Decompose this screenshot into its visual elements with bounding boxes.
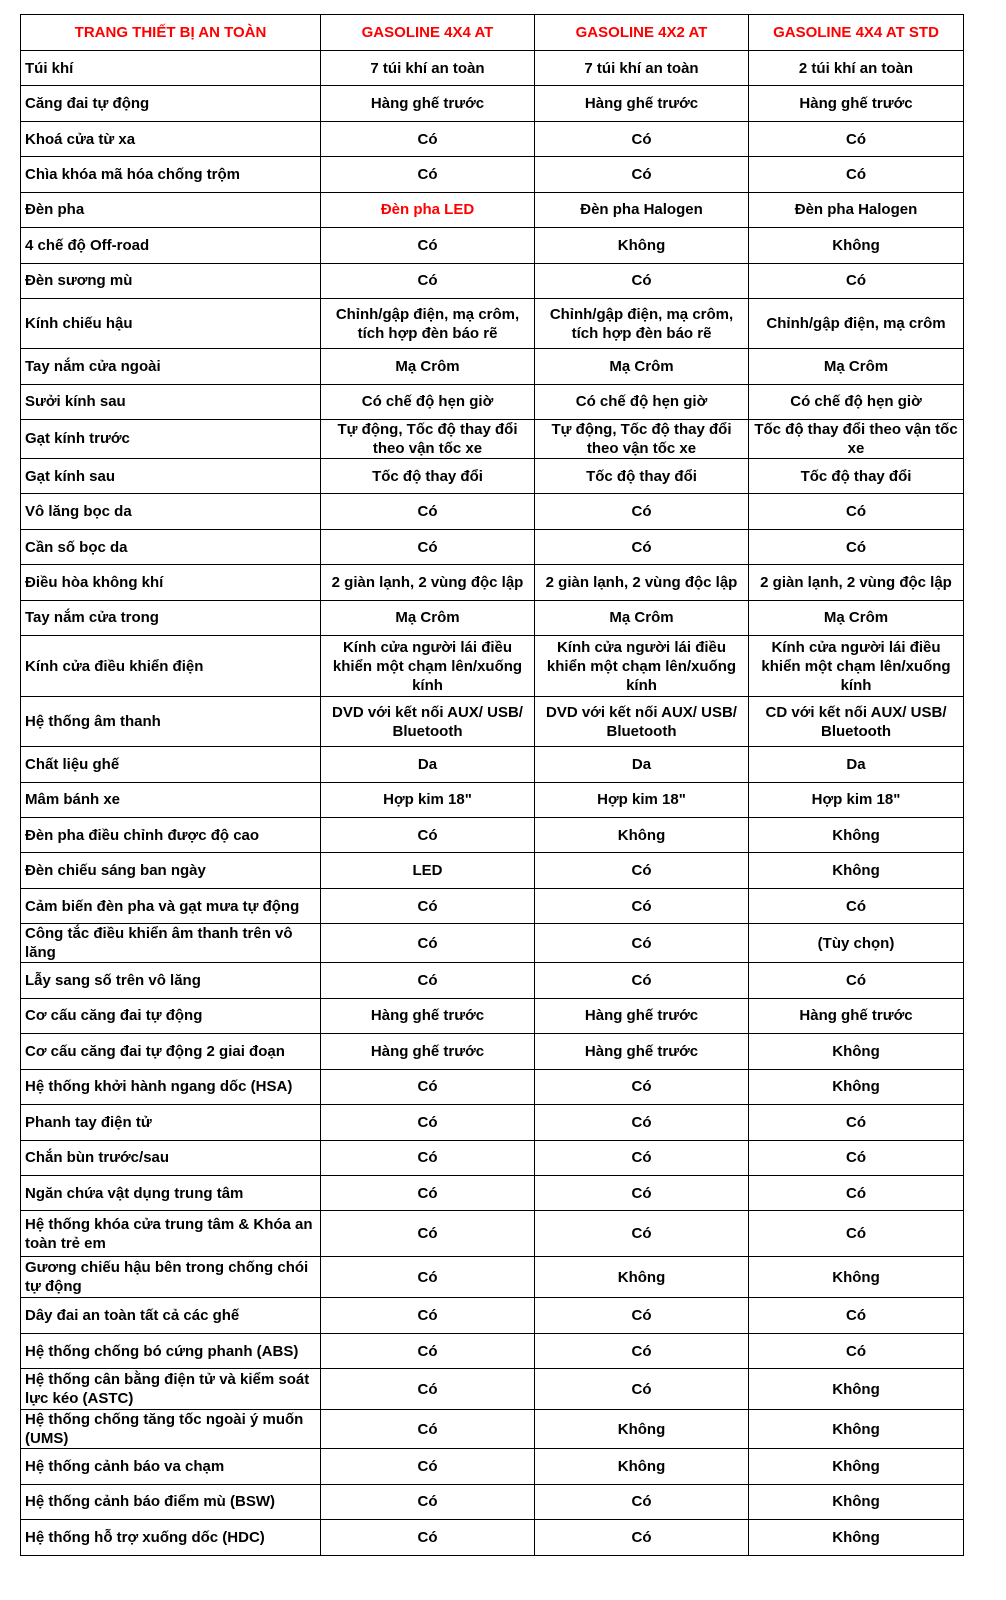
value-gasoline-4x4-at: Tự động, Tốc độ thay đổi theo vận tốc xe (321, 419, 535, 458)
feature-label: 4 chế độ Off-road (21, 228, 321, 263)
value-gasoline-4x4-at: Có (321, 157, 535, 192)
feature-label: Sưởi kính sau (21, 384, 321, 419)
value-gasoline-4x4-at: Có (321, 121, 535, 156)
value-gasoline-4x4-at-std: Kính cửa người lái điều khiển một chạm lên/xuống kính (749, 636, 964, 697)
table-row (21, 1105, 964, 1140)
table-row (21, 299, 964, 349)
value-gasoline-4x2-at: Có (535, 494, 749, 529)
value-gasoline-4x4-at: Hợp kim 18" (321, 782, 535, 817)
value-gasoline-4x4-at: Có (321, 1333, 535, 1368)
value-gasoline-4x4-at-std: Có (749, 1298, 964, 1333)
table-row (21, 1069, 964, 1104)
feature-label: Đèn pha (21, 192, 321, 227)
value-gasoline-4x2-at: Mạ Crôm (535, 349, 749, 384)
feature-label: Hệ thống cảnh báo điểm mù (BSW) (21, 1484, 321, 1519)
value-gasoline-4x4-at-std: Tốc độ thay đổi theo vận tốc xe (749, 419, 964, 458)
value-gasoline-4x4-at-std: Có (749, 494, 964, 529)
feature-label: Hệ thống khóa cửa trung tâm & Khóa an toàn trẻ em (21, 1211, 321, 1257)
feature-label: Tay nắm cửa trong (21, 600, 321, 635)
value-gasoline-4x4-at: Có (321, 1410, 535, 1449)
value-gasoline-4x4-at: Có (321, 1449, 535, 1484)
value-gasoline-4x4-at-std: Da (749, 747, 964, 782)
value-gasoline-4x2-at: Có (535, 1140, 749, 1175)
table-body (21, 51, 964, 1556)
table-row (21, 1520, 964, 1555)
value-gasoline-4x4-at-std: Không (749, 818, 964, 853)
value-gasoline-4x2-at: Có (535, 529, 749, 564)
table-row (21, 565, 964, 600)
feature-label: Vô lăng bọc da (21, 494, 321, 529)
value-gasoline-4x4-at-std: Có (749, 1140, 964, 1175)
value-gasoline-4x2-at: Có (535, 963, 749, 998)
value-gasoline-4x4-at-std: Có (749, 1333, 964, 1368)
feature-label: Chắn bùn trước/sau (21, 1140, 321, 1175)
table-row (21, 1449, 964, 1484)
table-row (21, 888, 964, 923)
table-row (21, 458, 964, 493)
table-row (21, 1175, 964, 1210)
value-gasoline-4x4-at: Có (321, 963, 535, 998)
value-gasoline-4x4-at-std: CD với kết nối AUX/ USB/ Bluetooth (749, 697, 964, 747)
feature-label: Hệ thống âm thanh (21, 697, 321, 747)
value-gasoline-4x2-at: Không (535, 818, 749, 853)
table-row (21, 384, 964, 419)
value-gasoline-4x4-at: Da (321, 747, 535, 782)
feature-label: Hệ thống cân bằng điện tử và kiểm soát lực kéo (ASTC) (21, 1369, 321, 1410)
table-row (21, 1034, 964, 1069)
value-gasoline-4x2-at: Có (535, 1175, 749, 1210)
value-gasoline-4x4-at-std: Có (749, 1175, 964, 1210)
feature-label: Gạt kính trước (21, 419, 321, 458)
table-row (21, 1333, 964, 1368)
value-gasoline-4x4-at: Kính cửa người lái điều khiển một chạm lên/xuống kính (321, 636, 535, 697)
value-gasoline-4x4-at-std: Có (749, 963, 964, 998)
value-gasoline-4x4-at: Có (321, 888, 535, 923)
value-gasoline-4x2-at: Có (535, 924, 749, 963)
value-gasoline-4x4-at-std: Không (749, 1034, 964, 1069)
value-gasoline-4x2-at: Tự động, Tốc độ thay đổi theo vận tốc xe (535, 419, 749, 458)
value-gasoline-4x2-at: Có (535, 1484, 749, 1519)
value-gasoline-4x4-at: Có (321, 263, 535, 298)
feature-label: Gương chiếu hậu bên trong chống chói tự động (21, 1257, 321, 1298)
feature-label: Cảm biến đèn pha và gạt mưa tự động (21, 888, 321, 923)
value-gasoline-4x4-at: Chỉnh/gập điện, mạ crôm, tích hợp đèn báo rẽ (321, 299, 535, 349)
table-row (21, 998, 964, 1033)
value-gasoline-4x4-at-std: Không (749, 1449, 964, 1484)
value-gasoline-4x4-at-std: Đèn pha Halogen (749, 192, 964, 227)
value-gasoline-4x2-at: Có (535, 1069, 749, 1104)
feature-label: Hệ thống cảnh báo va chạm (21, 1449, 321, 1484)
value-gasoline-4x2-at: Không (535, 228, 749, 263)
table-row (21, 1369, 964, 1410)
value-gasoline-4x4-at: Có (321, 1069, 535, 1104)
table-row (21, 747, 964, 782)
value-gasoline-4x4-at-std: Không (749, 1369, 964, 1410)
value-gasoline-4x4-at-std: Không (749, 853, 964, 888)
value-gasoline-4x4-at: Có (321, 529, 535, 564)
value-gasoline-4x4-at: 2 giàn lạnh, 2 vùng độc lập (321, 565, 535, 600)
value-gasoline-4x2-at: Có (535, 263, 749, 298)
table-row (21, 349, 964, 384)
value-gasoline-4x4-at-std: 2 giàn lạnh, 2 vùng độc lập (749, 565, 964, 600)
value-gasoline-4x4-at: Hàng ghế trước (321, 998, 535, 1033)
value-gasoline-4x4-at-std: 2 túi khí an toàn (749, 51, 964, 86)
value-gasoline-4x2-at: Hợp kim 18" (535, 782, 749, 817)
table-row (21, 636, 964, 697)
value-gasoline-4x4-at: Có (321, 818, 535, 853)
value-gasoline-4x4-at: Có (321, 1175, 535, 1210)
value-gasoline-4x2-at: Có (535, 888, 749, 923)
table-row (21, 157, 964, 192)
feature-label: Hệ thống khởi hành ngang dốc (HSA) (21, 1069, 321, 1104)
feature-label: Điều hòa không khí (21, 565, 321, 600)
value-gasoline-4x4-at-std: Không (749, 1069, 964, 1104)
value-gasoline-4x2-at: Có (535, 853, 749, 888)
value-gasoline-4x4-at-std: Không (749, 1520, 964, 1555)
value-gasoline-4x4-at-std: Không (749, 1410, 964, 1449)
value-gasoline-4x2-at: Không (535, 1257, 749, 1298)
column-header-gasoline-4x4-at-std: GASOLINE 4X4 AT STD (749, 15, 964, 51)
value-gasoline-4x4-at-std: Có (749, 1105, 964, 1140)
table-row (21, 263, 964, 298)
value-gasoline-4x4-at: 7 túi khí an toàn (321, 51, 535, 86)
value-gasoline-4x4-at-std: Mạ Crôm (749, 600, 964, 635)
table-header (21, 15, 964, 51)
feature-label: Khoá cửa từ xa (21, 121, 321, 156)
value-gasoline-4x4-at-std: (Tùy chọn) (749, 924, 964, 963)
value-gasoline-4x2-at: Không (535, 1449, 749, 1484)
value-gasoline-4x2-at: Có (535, 1298, 749, 1333)
value-gasoline-4x2-at: Đèn pha Halogen (535, 192, 749, 227)
value-gasoline-4x4-at: Hàng ghế trước (321, 1034, 535, 1069)
feature-label: Công tắc điều khiển âm thanh trên vô lăng (21, 924, 321, 963)
feature-label: Đèn pha điều chỉnh được độ cao (21, 818, 321, 853)
feature-label: Lẫy sang số trên vô lăng (21, 963, 321, 998)
feature-label: Hệ thống chống tăng tốc ngoài ý muốn (UMS) (21, 1410, 321, 1449)
column-header-gasoline-4x2-at: GASOLINE 4X2 AT (535, 15, 749, 51)
value-gasoline-4x2-at: Mạ Crôm (535, 600, 749, 635)
value-gasoline-4x4-at-std: Hàng ghế trước (749, 998, 964, 1033)
value-gasoline-4x2-at: Có (535, 1369, 749, 1410)
feature-label: Tay nắm cửa ngoài (21, 349, 321, 384)
table-row (21, 529, 964, 564)
value-gasoline-4x4-at: Có (321, 1140, 535, 1175)
value-gasoline-4x2-at: Có (535, 1211, 749, 1257)
value-gasoline-4x4-at: Có (321, 1257, 535, 1298)
value-gasoline-4x2-at: Kính cửa người lái điều khiển một chạm lên/xuống kính (535, 636, 749, 697)
table-row (21, 1140, 964, 1175)
table-row (21, 121, 964, 156)
value-gasoline-4x4-at: Đèn pha LED (321, 192, 535, 227)
table-row (21, 1211, 964, 1257)
value-gasoline-4x4-at: Có (321, 228, 535, 263)
feature-label: Hệ thống hỗ trợ xuống dốc (HDC) (21, 1520, 321, 1555)
value-gasoline-4x4-at: Có (321, 1369, 535, 1410)
feature-label: Cơ cấu căng đai tự động (21, 998, 321, 1033)
value-gasoline-4x2-at: Có (535, 1520, 749, 1555)
column-header-feature: TRANG THIẾT BỊ AN TOÀN (21, 15, 321, 51)
table-row (21, 419, 964, 458)
value-gasoline-4x4-at: Hàng ghế trước (321, 86, 535, 121)
value-gasoline-4x4-at-std: Không (749, 1484, 964, 1519)
feature-label: Căng đai tự động (21, 86, 321, 121)
value-gasoline-4x4-at-std: Có chế độ hẹn giờ (749, 384, 964, 419)
feature-label: Kính cửa điều khiển điện (21, 636, 321, 697)
value-gasoline-4x4-at-std: Tốc độ thay đổi (749, 458, 964, 493)
feature-label: Kính chiếu hậu (21, 299, 321, 349)
header-row (21, 15, 964, 51)
value-gasoline-4x4-at: Có chế độ hẹn giờ (321, 384, 535, 419)
feature-label: Cơ cấu căng đai tự động 2 giai đoạn (21, 1034, 321, 1069)
value-gasoline-4x4-at: Mạ Crôm (321, 349, 535, 384)
value-gasoline-4x2-at: Hàng ghế trước (535, 998, 749, 1033)
table-row (21, 818, 964, 853)
table-row (21, 228, 964, 263)
value-gasoline-4x2-at: Không (535, 1410, 749, 1449)
safety-equipment-table (20, 14, 964, 1556)
value-gasoline-4x4-at-std: Chỉnh/gập điện, mạ crôm (749, 299, 964, 349)
table-row (21, 924, 964, 963)
value-gasoline-4x4-at: Có (321, 1105, 535, 1140)
feature-label: Hệ thống chống bó cứng phanh (ABS) (21, 1333, 321, 1368)
table-row (21, 192, 964, 227)
value-gasoline-4x2-at: Có (535, 157, 749, 192)
table-row (21, 963, 964, 998)
value-gasoline-4x4-at: DVD với kết nối AUX/ USB/ Bluetooth (321, 697, 535, 747)
value-gasoline-4x4-at: Có (321, 1211, 535, 1257)
value-gasoline-4x2-at: DVD với kết nối AUX/ USB/ Bluetooth (535, 697, 749, 747)
value-gasoline-4x2-at: Có chế độ hẹn giờ (535, 384, 749, 419)
feature-label: Cần số bọc da (21, 529, 321, 564)
feature-label: Chất liệu ghế (21, 747, 321, 782)
column-header-gasoline-4x4-at: GASOLINE 4X4 AT (321, 15, 535, 51)
value-gasoline-4x2-at: Tốc độ thay đổi (535, 458, 749, 493)
value-gasoline-4x4-at-std: Hợp kim 18" (749, 782, 964, 817)
value-gasoline-4x4-at-std: Có (749, 888, 964, 923)
value-gasoline-4x2-at: 7 túi khí an toàn (535, 51, 749, 86)
feature-label: Chìa khóa mã hóa chống trộm (21, 157, 321, 192)
feature-label: Đèn sương mù (21, 263, 321, 298)
table-row (21, 86, 964, 121)
feature-label: Đèn chiếu sáng ban ngày (21, 853, 321, 888)
value-gasoline-4x4-at-std: Mạ Crôm (749, 349, 964, 384)
table-row (21, 51, 964, 86)
value-gasoline-4x2-at: 2 giàn lạnh, 2 vùng độc lập (535, 565, 749, 600)
feature-label: Dây đai an toàn tất cả các ghế (21, 1298, 321, 1333)
table-row (21, 1298, 964, 1333)
value-gasoline-4x4-at: Mạ Crôm (321, 600, 535, 635)
value-gasoline-4x4-at-std: Hàng ghế trước (749, 86, 964, 121)
value-gasoline-4x2-at: Có (535, 1105, 749, 1140)
value-gasoline-4x2-at: Hàng ghế trước (535, 86, 749, 121)
table-row (21, 1484, 964, 1519)
value-gasoline-4x2-at: Có (535, 1333, 749, 1368)
table-row (21, 1257, 964, 1298)
feature-label: Mâm bánh xe (21, 782, 321, 817)
value-gasoline-4x4-at: Tốc độ thay đổi (321, 458, 535, 493)
value-gasoline-4x4-at: Có (321, 1520, 535, 1555)
table-row (21, 494, 964, 529)
value-gasoline-4x2-at: Chỉnh/gập điện, mạ crôm, tích hợp đèn báo rẽ (535, 299, 749, 349)
value-gasoline-4x4-at: LED (321, 853, 535, 888)
value-gasoline-4x4-at-std: Không (749, 228, 964, 263)
value-gasoline-4x2-at: Có (535, 121, 749, 156)
value-gasoline-4x4-at-std: Có (749, 529, 964, 564)
value-gasoline-4x4-at-std: Có (749, 1211, 964, 1257)
value-gasoline-4x2-at: Da (535, 747, 749, 782)
value-gasoline-4x4-at: Có (321, 1298, 535, 1333)
table-row (21, 782, 964, 817)
value-gasoline-4x4-at: Có (321, 1484, 535, 1519)
feature-label: Phanh tay điện tử (21, 1105, 321, 1140)
value-gasoline-4x4-at-std: Có (749, 157, 964, 192)
feature-label: Gạt kính sau (21, 458, 321, 493)
table-row (21, 1410, 964, 1449)
value-gasoline-4x4-at-std: Có (749, 263, 964, 298)
table-row (21, 600, 964, 635)
value-gasoline-4x4-at-std: Có (749, 121, 964, 156)
table-row (21, 853, 964, 888)
table-row (21, 697, 964, 747)
value-gasoline-4x2-at: Hàng ghế trước (535, 1034, 749, 1069)
value-gasoline-4x4-at: Có (321, 494, 535, 529)
value-gasoline-4x4-at: Có (321, 924, 535, 963)
value-gasoline-4x4-at-std: Không (749, 1257, 964, 1298)
feature-label: Túi khí (21, 51, 321, 86)
feature-label: Ngăn chứa vật dụng trung tâm (21, 1175, 321, 1210)
